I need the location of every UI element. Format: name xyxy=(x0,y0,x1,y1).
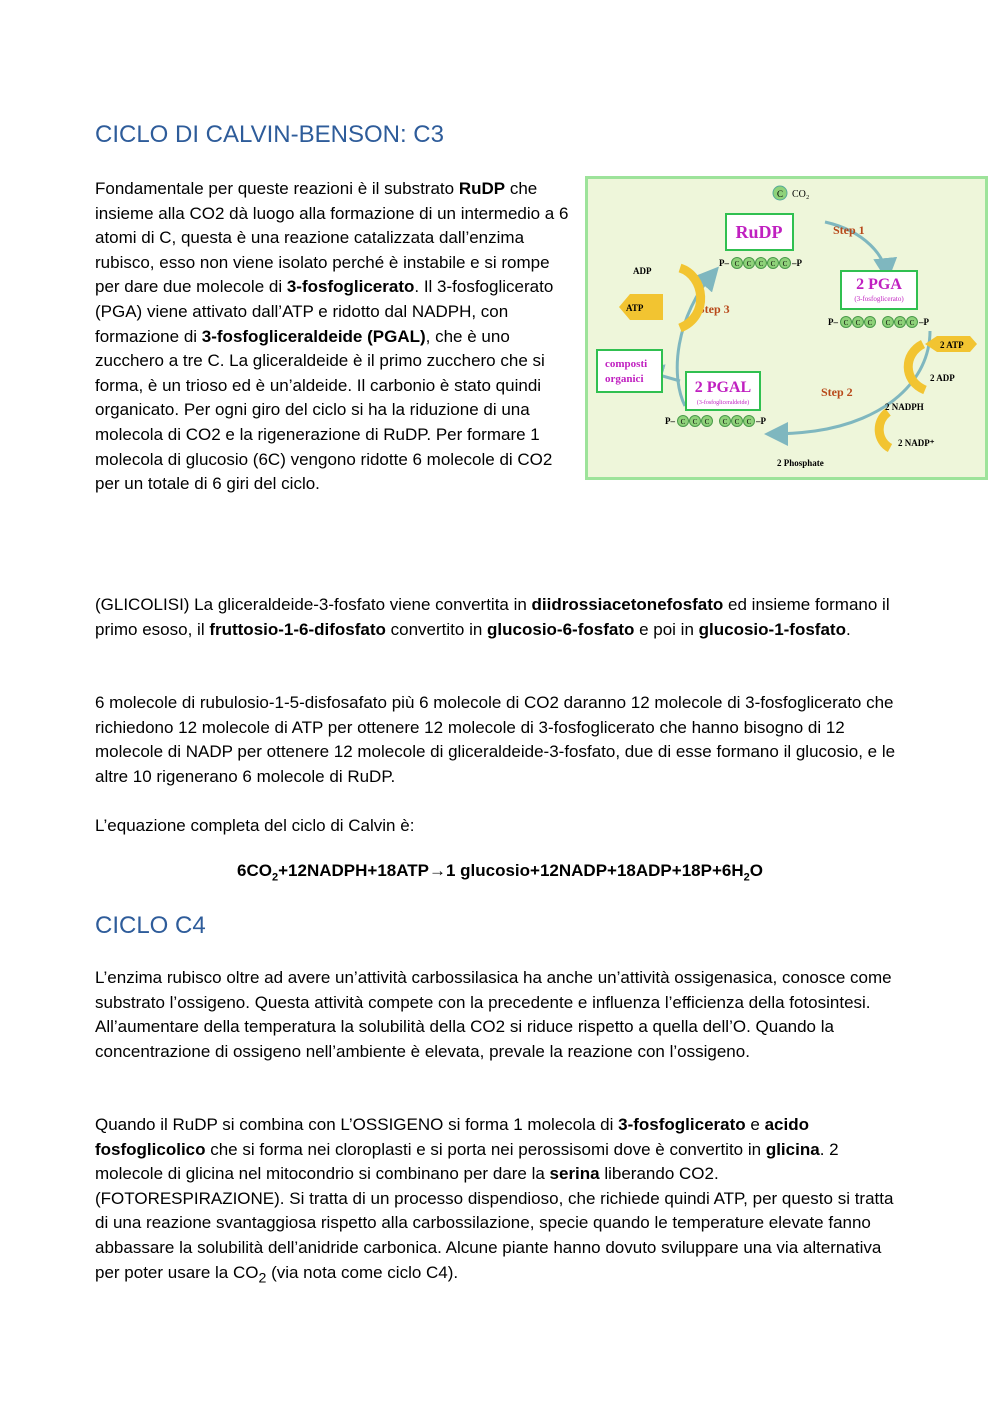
bold-term: RuDP xyxy=(458,179,506,198)
composti-label-1: composti xyxy=(605,358,648,370)
calvin-equation xyxy=(0,861,1000,883)
pga-sublabel: (3-fosfoglicerato) xyxy=(854,295,904,303)
subscript: 2 xyxy=(743,871,750,884)
phosphate-label: 2 Phosphate xyxy=(777,458,824,468)
calvin-cycle-figure xyxy=(585,176,988,480)
text-run: Fondamentale per queste reazioni è il substrato xyxy=(95,179,459,198)
subscript: 2 xyxy=(258,1269,267,1286)
bold-term: serina xyxy=(549,1164,600,1184)
text-run: che insieme alla CO2 dà luogo alla formazione di un intermedio a 6 atomi di C, questa è una reazione catalizzata dall’enzima rubisco, esso non viene isolato perché è instabile e si rompe per dare due molecole di xyxy=(95,179,569,297)
text-run: convertito in xyxy=(385,619,488,639)
nadph2-label: 2 NADPH xyxy=(885,402,924,412)
bold-term: glicina xyxy=(765,1139,820,1159)
bold-term: glucosio-1-fosfato xyxy=(698,619,846,639)
atp-left-label: ATP xyxy=(626,303,644,313)
pga-label: 2 PGA xyxy=(856,276,902,293)
text-run: e xyxy=(745,1115,765,1134)
phosphate-p: –P xyxy=(919,317,929,327)
text-run: , che è uno zucchero a tre C. La gliceraldeide è il primo zucchero che si forma, è un trioso ed è un’aldeide. Il carbonio è stato quindi organicato. Per ogni giro del ciclo si ha la riduzione di una molecola di CO2 e la rigenerazione di RuDP. Per formare 1 molecola di glucosio (6C) vengono ridotte 6 molecole di CO2 per un totale di 6 giri del ciclo. xyxy=(95,326,553,494)
calvin-intro-paragraph xyxy=(95,177,573,497)
carbon-letter: C xyxy=(855,319,861,327)
carbon-letter: C xyxy=(722,418,728,426)
text-run: (via nota come ciclo C4). xyxy=(266,1262,459,1282)
text-run: Quando il RuDP si combina con L’OSSIGENO si forma 1 molecola di xyxy=(95,1115,619,1134)
phosphate-p: P– xyxy=(665,416,675,426)
bold-term: fruttosio-1-6-difosfato xyxy=(209,619,386,639)
atp2-label: 2 ATP xyxy=(940,340,964,350)
molecole-paragraph: 6 molecole di rubulosio-1-5-disfosafato più 6 molecole di CO2 daranno 12 molecole di 3-fosfoglicerato che richiedono 12 molecole di ATP per ottenere 12 molecole di 3-fosfoglicerato che hanno bisogno di 12 molecole di NADP per ottenere 12 molecole di gliceraldeide-3-fosfato, due di esse formano il glucosio, e le altre 10 rigenerano 6 molecole di RuDP. xyxy=(95,693,896,786)
equation-intro: L’equazione completa del ciclo di Calvin è: xyxy=(95,816,415,835)
phosphate-p: –P xyxy=(756,416,766,426)
composti-box xyxy=(597,350,662,392)
rudp-label: RuDP xyxy=(735,222,783,242)
c4-paragraph-2 xyxy=(95,1113,910,1291)
pgal-sublabel: (3-fosfogliceraldeide) xyxy=(696,400,750,406)
co2-carbon-label: C xyxy=(776,189,784,199)
bold-term: 3-fosfoglicerato xyxy=(618,1115,746,1134)
bold-term: diidrossiacetonefosfato xyxy=(531,595,724,614)
composti-label-2: organici xyxy=(605,373,644,385)
phosphate-p: P– xyxy=(828,317,838,327)
c4-paragraph-1: L’enzima rubisco oltre ad avere un’attività carbossilasica ha anche un’attività ossigenasica, conosce come substrato l’ossigeno. Questa attività compete con la precedente e influenza l’efficienza della fotosintesi. All’aumentare della temperatura la solubilità della CO2 si riduce rispetto a quella dell’O. Quando la concentrazione di ossigeno nell’ambiente è elevata, prevale la reazione con l’ossigeno. xyxy=(95,968,892,1061)
subscript: 2 xyxy=(271,871,279,884)
carbon-letter: C xyxy=(692,418,698,426)
co2-label: CO₂ xyxy=(792,189,810,200)
text-run: . Il 3-fosfoglicerato (PGA) viene attivato dall’ATP e ridotto dal NADPH, con formazione di xyxy=(95,277,554,346)
carbon-letter: C xyxy=(758,260,764,268)
phosphate-p: P– xyxy=(719,258,729,268)
adp-left-label: ADP xyxy=(633,266,652,276)
text-run: ed insieme formano il primo esoso, il xyxy=(95,595,890,639)
text-run: O xyxy=(749,861,763,880)
carbon-letter: C xyxy=(867,319,873,327)
nadp2-label: 2 NADP⁺ xyxy=(898,438,935,448)
step2-label: Step 2 xyxy=(821,385,853,399)
text-run: liberando CO2. (FOTORESPIRAZIONE). Si tratta di un processo dispendioso, che richiede quindi ATP, per questo si tratta di una reazione svantaggiosa rispetto alla carbossilazione, specie quando le temperature elevate fanno abbassare la solubilità dell’anidride carbonica. Alcune piante hanno dovuto sviluppare una via alternativa per poter usare la CO xyxy=(95,1164,894,1282)
text-run: . 2 molecole di glicina nel mitocondrio si combinano per dare la xyxy=(95,1139,839,1184)
bold-term: 3-fosfoglicerato xyxy=(286,277,415,297)
carbon-letter: C xyxy=(885,319,891,327)
text-run: +12NADPH+18ATP→1 glucosio+12NADP+18ADP+18P+6H xyxy=(278,861,744,880)
step3-label: Step 3 xyxy=(698,302,730,316)
carbon-letter: C xyxy=(782,260,788,268)
bold-term: glucosio-6-fosfato xyxy=(487,619,635,639)
text-run: e poi in xyxy=(634,619,699,639)
carbon-letter: C xyxy=(746,260,752,268)
step1-label: Step 1 xyxy=(833,223,865,237)
carbon-letter: C xyxy=(680,418,686,426)
text-run: 6CO xyxy=(237,861,272,880)
text-run: . xyxy=(845,619,851,639)
phosphate-p: –P xyxy=(792,258,802,268)
carbon-letter: C xyxy=(734,418,740,426)
carbon-letter: C xyxy=(909,319,915,327)
c4-heading: CICLO C4 xyxy=(95,912,206,939)
carbon-letter: C xyxy=(770,260,776,268)
adp2-label: 2 ADP xyxy=(930,373,955,383)
text-run: (GLICOLISI) La gliceraldeide-3-fosfato viene convertita in xyxy=(95,595,532,614)
bold-term: acido fosfoglicolico xyxy=(95,1115,809,1159)
carbon-letter: C xyxy=(897,319,903,327)
carbon-letter: C xyxy=(843,319,849,327)
carbon-letter: C xyxy=(704,418,710,426)
text-run: che si forma nei cloroplasti e si porta nei perossisomi dove è convertito in xyxy=(205,1139,766,1159)
glicolisi-paragraph xyxy=(95,593,910,642)
calvin-heading: CICLO DI CALVIN-BENSON: C3 xyxy=(95,121,444,148)
pgal-label: 2 PGAL xyxy=(694,379,752,396)
bold-term: 3-fosfogliceraldeide (PGAL) xyxy=(201,326,426,346)
carbon-letter: C xyxy=(734,260,740,268)
carbon-letter: C xyxy=(746,418,752,426)
